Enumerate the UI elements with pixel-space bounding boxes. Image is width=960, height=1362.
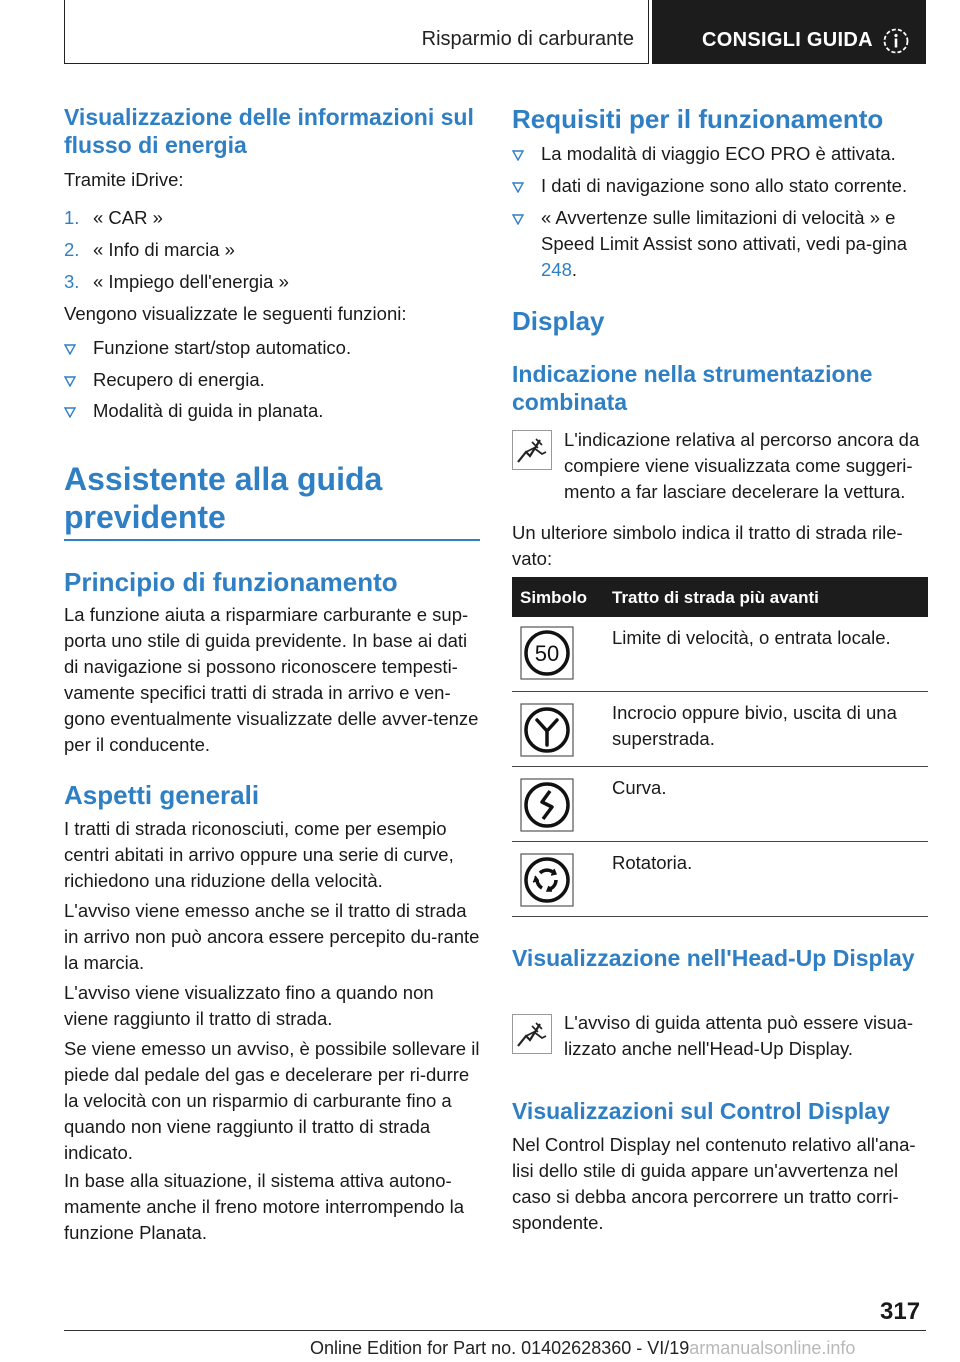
heading-principle: Principio di funzionamento (64, 567, 398, 597)
bullet-triangle-icon (512, 213, 524, 225)
heading-control-display: Visualizzazioni sul Control Display (512, 1098, 890, 1124)
header-section-title: Risparmio di carburante (421, 28, 634, 50)
footer-divider (64, 1330, 926, 1331)
heading-assistant: Assistente alla guida previdente (64, 461, 383, 535)
table-header (512, 577, 928, 617)
further-symbol-text: Un ulteriore simbolo indica il tratto di strada rile-vato: (512, 522, 903, 569)
function-item: Recupero di energia. (64, 367, 480, 393)
note-hand-icon (512, 1014, 552, 1054)
heading-hud: Visualizzazione nell'Head-Up Display (512, 945, 915, 971)
general-paragraph: L'avviso viene emesso anche se il tratto di strada in arrivo non può ancora essere percepito du-rante la marcia. (64, 900, 480, 973)
svg-text:50: 50 (534, 641, 560, 666)
step-item: 1. « CAR » (64, 207, 163, 228)
general-paragraph: In base alla situazione, il sistema attiva autono-mamente anche il freno motore interrompendo la funzione Planata. (64, 1170, 465, 1243)
table-header-road: Tratto di strada più avanti (612, 588, 819, 607)
symbol-table (512, 577, 928, 917)
control-display-text: Nel Control Display nel contenuto relativo all'ana-lisi dello stile di guida appare un'avvertenza nel caso si debba ancora percorrere un tratto corri-spondente. (512, 1134, 916, 1233)
section-divider (64, 539, 480, 541)
table-cell-text: Rotatoria. (612, 852, 693, 873)
requirement-item: La modalità di viaggio ECO PRO è attivata. (512, 141, 928, 167)
requirement-item: I dati di navigazione sono allo stato corrente. (512, 173, 928, 199)
bullet-triangle-icon (64, 343, 76, 355)
step-item: 3. « Impiego dell'energia » (64, 271, 289, 292)
function-item: Funzione start/stop automatico. (64, 335, 480, 361)
watermark: armanualsonline.info (689, 1338, 856, 1358)
speed-limit-50-icon (520, 626, 574, 680)
general-paragraph: I tratti di strada riconosciuti, come per esempio centri abitati in arrivo oppure una serie di curve, richiedono una riduzione della velocità. (64, 818, 454, 891)
table-header-symbol: Simbolo (520, 588, 588, 607)
heading-general: Aspetti generali (64, 780, 260, 810)
table-row (512, 617, 928, 692)
heading-display: Display (512, 306, 605, 336)
vengono-text: Vengono visualizzate le seguenti funzioni: (64, 303, 407, 324)
header-chapter-title: CONSIGLI GUIDA (702, 29, 873, 51)
curve-icon (520, 778, 574, 832)
bullet-triangle-icon (512, 181, 524, 193)
bullet-triangle-icon (512, 149, 524, 161)
header-chapter-tab (652, 0, 926, 64)
table-row (512, 692, 928, 767)
requirement-item: « Avvertenze sulle limitazioni di velocità » e Speed Limit Assist sono attivati, vedi pa-gina 248. (512, 205, 928, 283)
heading-requirements: Requisiti per il funzionamento (512, 104, 884, 134)
general-paragraph: L'avviso viene visualizzato fino a quando non viene raggiunto il tratto di strada. (64, 982, 434, 1029)
hud-note-text: L'avviso di guida attenta può essere visua-lizzato anche nell'Head-Up Display. (564, 1012, 914, 1059)
junction-icon (520, 703, 574, 757)
table-cell-text: Limite di velocità, o entrata locale. (612, 627, 891, 648)
heading-cluster: Indicazione nella strumentazione combinata (512, 361, 873, 415)
footer-edition: Online Edition for Part no. 01402628360 - VI/19armanualsonline.info (310, 1338, 856, 1358)
page-number: 317 (880, 1298, 921, 1325)
page-link[interactable]: 248 (541, 259, 572, 280)
info-icon (883, 28, 909, 54)
note-hand-icon (512, 430, 552, 470)
table-row (512, 767, 928, 842)
roundabout-icon (520, 853, 574, 907)
table-row (512, 842, 928, 917)
header-section-box (64, 0, 649, 64)
cluster-note-text: L'indicazione relativa al percorso ancora da compiere viene visualizzata come suggeri-mento a far lasciare decelerare la vettura. (564, 429, 920, 502)
general-paragraph: Se viene emesso un avviso, è possibile sollevare il piede dal pedale del gas e decelerare per ri-durre la velocità con un risparmio di carburante fino a quando non viene raggiunto il tratto di strada indicato. (64, 1038, 480, 1163)
bullet-triangle-icon (64, 375, 76, 387)
table-cell-text: Incrocio oppure bivio, uscita di una superstrada. (612, 702, 897, 749)
function-item: Modalità di guida in planata. (64, 398, 480, 424)
heading-energy-flow: Visualizzazione delle informazioni sul flusso di energia (64, 104, 474, 158)
principle-text: La funzione aiuta a risparmiare carburante e sup-porta uno stile di guida previdente. In base ai dati di navigazione si possono riconoscere tempesti-vamente specifici tratti di strada in arrivo e ven-gono eventualmente visualizzate delle avver-tenze per il conducente. (64, 604, 479, 755)
tramite-text: Tramite iDrive: (64, 169, 184, 190)
bullet-triangle-icon (64, 406, 76, 418)
page-header (64, 0, 926, 64)
step-item: 2. « Info di marcia » (64, 239, 235, 260)
table-cell-text: Curva. (612, 777, 667, 798)
